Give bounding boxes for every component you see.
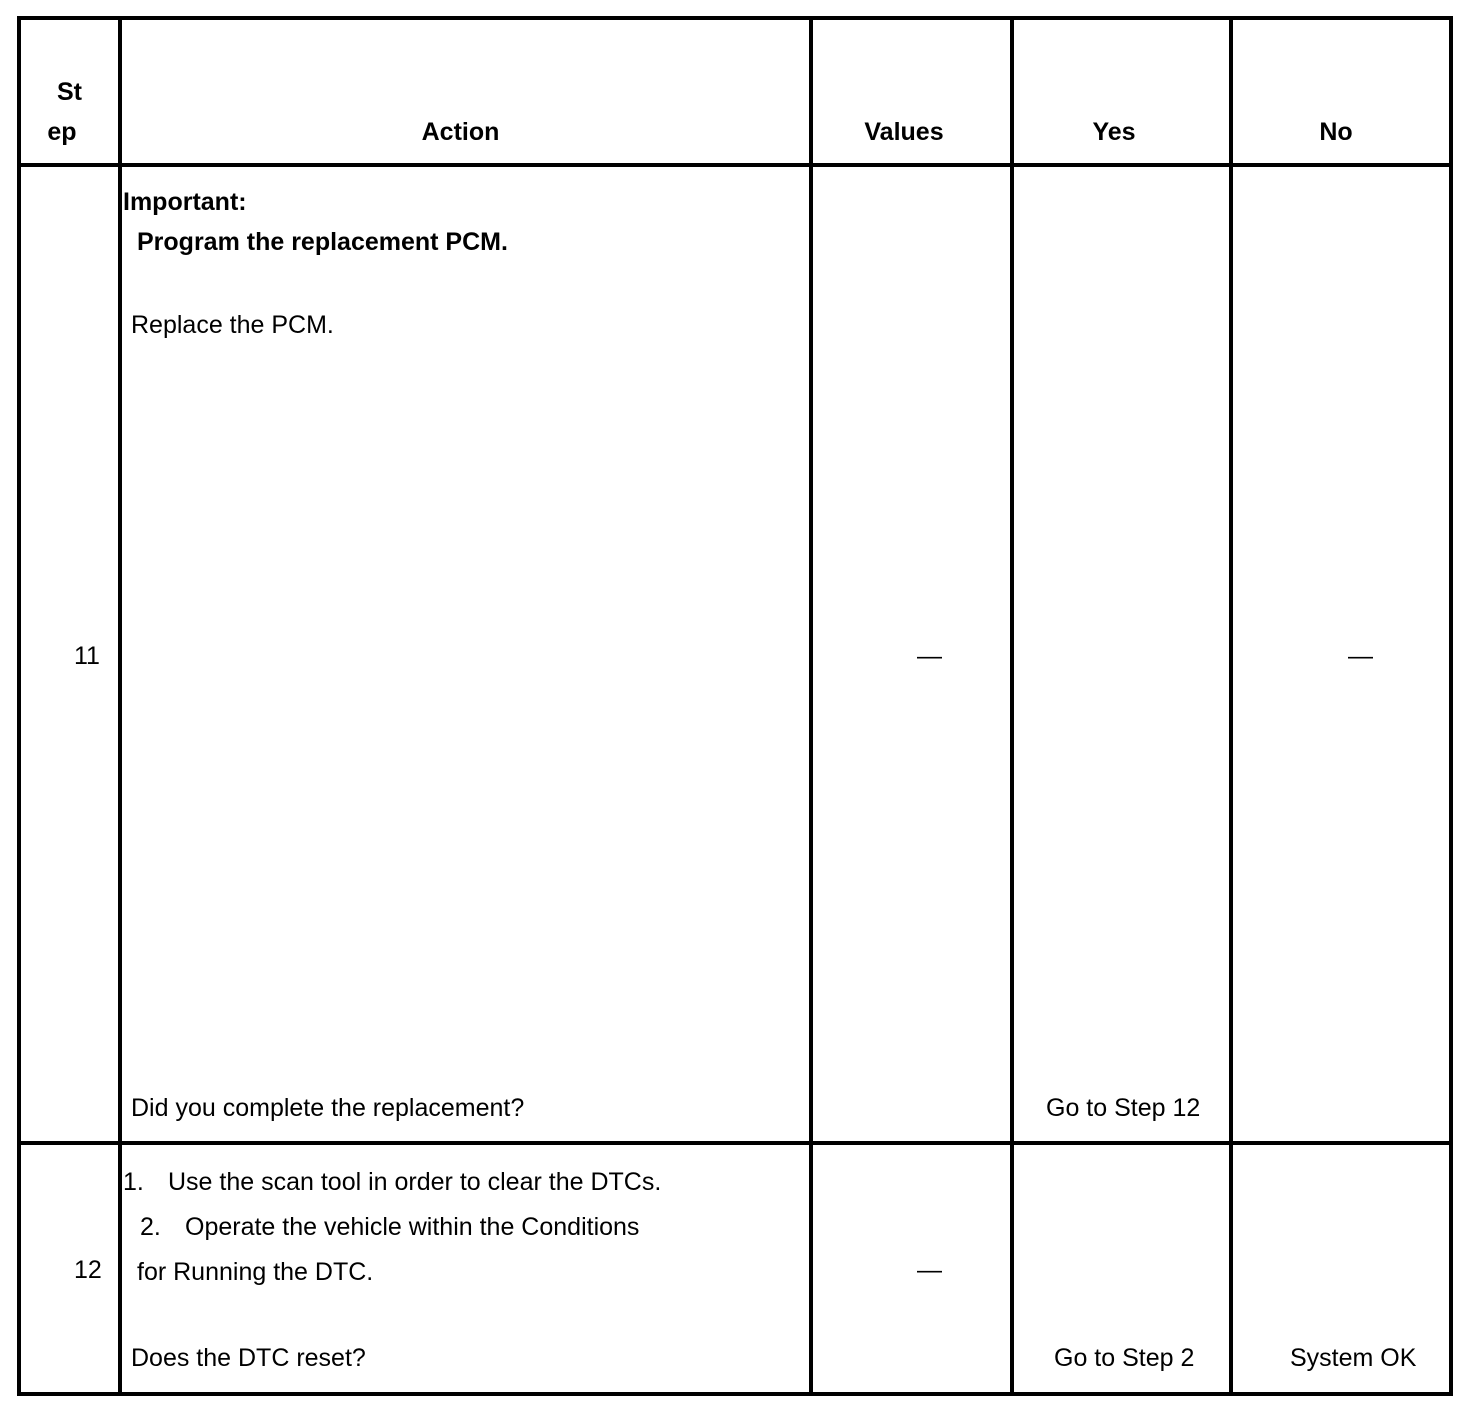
header-row-divider [17, 163, 1453, 167]
table-border-left [17, 16, 21, 1396]
column-divider-step-action [118, 16, 122, 1396]
yes-cell: Go to Step 2 [1054, 1344, 1195, 1372]
row-divider [17, 1141, 1453, 1145]
values-cell: — [917, 642, 942, 670]
list-item-text: Use the scan tool in order to clear the DTCs. [168, 1168, 662, 1196]
column-divider-values-yes [1010, 16, 1014, 1396]
step-number: 11 [74, 642, 100, 670]
column-divider-yes-no [1229, 16, 1233, 1396]
header-step-line1: St [57, 78, 82, 106]
action-question: Does the DTC reset? [131, 1344, 366, 1372]
no-cell: System OK [1290, 1344, 1417, 1372]
table-border-right [1449, 16, 1453, 1396]
header-step-line2: ep [47, 118, 77, 146]
column-divider-action-values [809, 16, 813, 1396]
header-yes: Yes [1092, 118, 1136, 146]
list-item-continuation: for Running the DTC. [137, 1258, 374, 1286]
header-action: Action [421, 118, 500, 146]
important-label: Important: [123, 188, 247, 216]
list-item-number: 1. [123, 1168, 144, 1196]
table-border-top [17, 16, 1453, 20]
header-values: Values [864, 118, 944, 146]
step-number: 12 [74, 1256, 102, 1284]
action-question: Did you complete the replacement? [131, 1094, 525, 1122]
action-instruction: Replace the PCM. [131, 311, 334, 339]
table-border-bottom [17, 1392, 1453, 1396]
header-no: No [1319, 118, 1353, 146]
no-cell: — [1348, 642, 1373, 670]
list-item-text: Operate the vehicle within the Conditions [185, 1213, 640, 1241]
yes-cell: Go to Step 12 [1046, 1094, 1201, 1122]
values-cell: — [917, 1256, 942, 1284]
list-item-number: 2. [140, 1213, 161, 1241]
important-text: Program the replacement PCM. [137, 228, 508, 256]
